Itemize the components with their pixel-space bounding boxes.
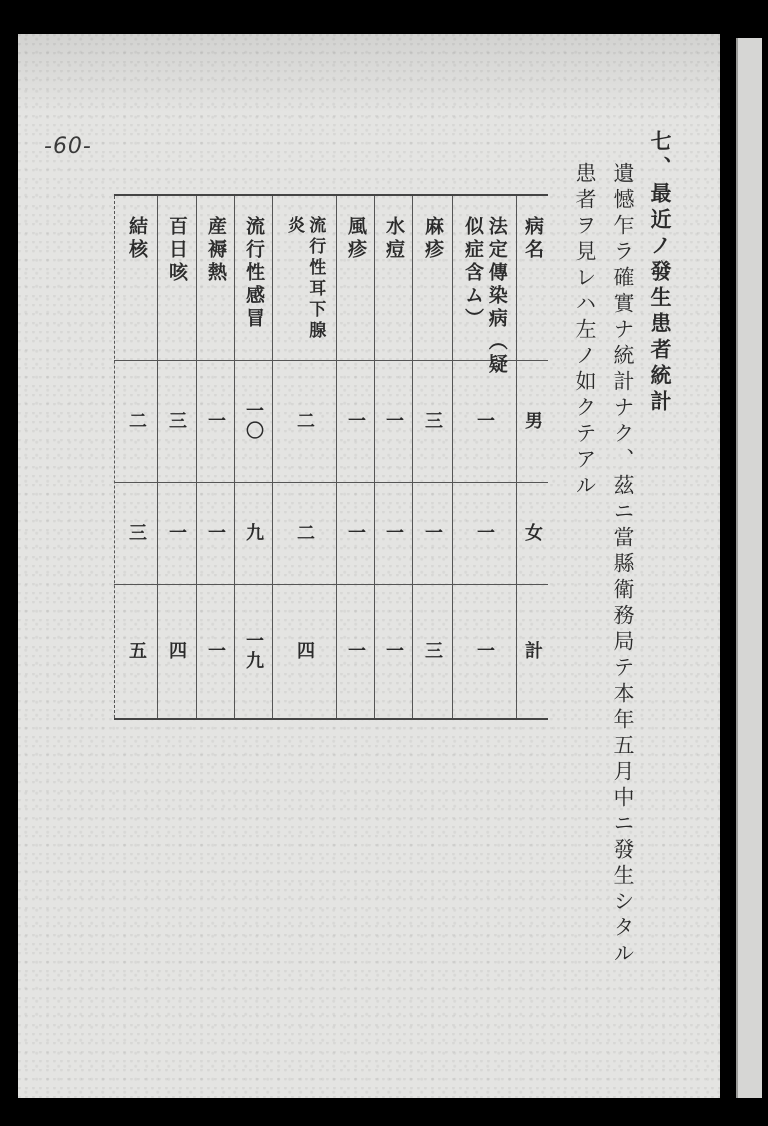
female-count: 一 — [166, 523, 187, 543]
female-count: 一 — [345, 523, 366, 543]
table-row — [156, 196, 197, 718]
table-row — [114, 196, 158, 718]
disease-name: 法定傳染病（疑似症含ム） — [462, 216, 508, 377]
male-count: 一 — [383, 411, 404, 431]
total-count: 一 — [205, 641, 226, 661]
male-count: 三 — [166, 411, 187, 431]
header-total: 計 — [522, 641, 543, 661]
male-count: 二 — [126, 411, 147, 431]
table-row — [272, 196, 337, 718]
total-count: 一 — [474, 641, 495, 661]
male-count: 二 — [294, 411, 315, 431]
female-count: 二 — [294, 523, 315, 543]
female-count: 九 — [243, 523, 264, 543]
female-count: 一 — [205, 523, 226, 543]
section-title: 七、最近ノ發生患者統計 — [648, 130, 673, 416]
table-row — [412, 196, 453, 718]
total-count: 一 — [383, 641, 404, 661]
body-line-2: 患者ヲ見レハ左ノ如クテアル — [573, 162, 597, 500]
male-count: 一 — [345, 411, 366, 431]
female-count: 一 — [422, 523, 443, 543]
table-row — [452, 196, 517, 718]
disease-name: 結核 — [125, 216, 148, 262]
male-count: 三 — [422, 411, 443, 431]
header-column — [516, 196, 548, 718]
total-count: 一 — [345, 641, 366, 661]
male-count: 一 — [205, 411, 226, 431]
body-line-1: 遺憾乍ラ確實ナ統計ナク、茲ニ當縣衛務局テ本年五月中ニ發生シタル — [611, 162, 635, 968]
disease-name: 水痘 — [382, 216, 405, 262]
table-row — [234, 196, 273, 718]
header-male: 男 — [522, 411, 543, 431]
total-count: 一九 — [243, 631, 264, 671]
total-count: 五 — [126, 641, 147, 661]
next-page-edge — [736, 38, 762, 1098]
disease-name: 麻疹 — [421, 216, 444, 262]
disease-name: 流行性耳下腺炎 — [284, 216, 326, 342]
disease-name: 百日咳 — [165, 216, 188, 285]
page-number: -60- — [44, 134, 92, 159]
female-count: 三 — [126, 523, 147, 543]
table-row — [196, 196, 235, 718]
total-count: 四 — [166, 641, 187, 661]
disease-name: 流行性感冒 — [242, 216, 265, 331]
female-count: 一 — [474, 523, 495, 543]
male-count: 一 — [474, 411, 495, 431]
female-count: 一 — [383, 523, 404, 543]
total-count: 三 — [422, 641, 443, 661]
disease-name: 産褥熱 — [204, 216, 227, 285]
header-disease-name: 病名 — [521, 216, 544, 262]
patient-statistics-table — [114, 194, 548, 720]
table-row — [374, 196, 413, 718]
table-row — [336, 196, 375, 718]
total-count: 四 — [294, 641, 315, 661]
disease-name: 風疹 — [344, 216, 367, 262]
male-count: 一〇 — [243, 401, 264, 441]
header-female: 女 — [522, 523, 543, 543]
